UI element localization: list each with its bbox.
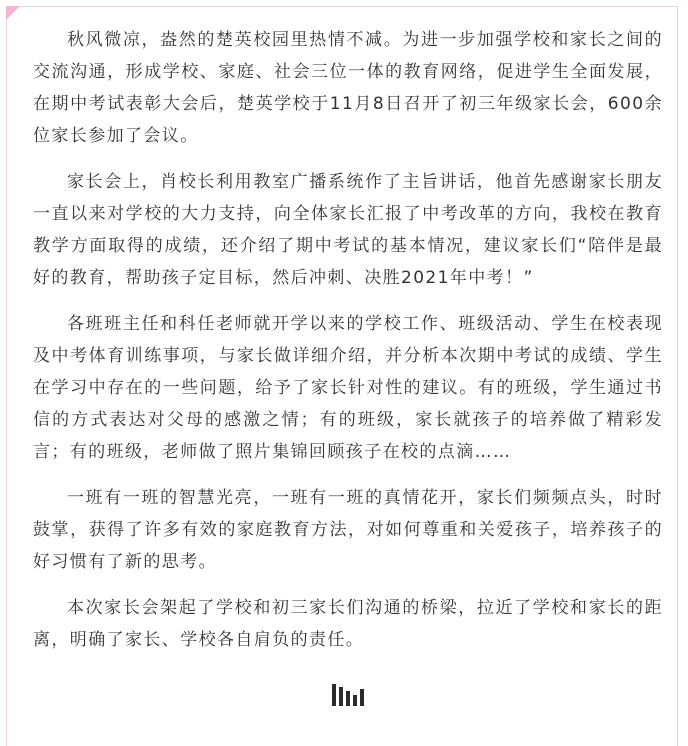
article-paragraph: 秋风微凉，盎然的楚英校园里热情不减。为进一步加强学校和家长之间的交流沟通，形成学校、家庭、社会三位一体的教育网络，促进学生全面发展，在期中考试表彰大会后，楚英学校于11月8日召开了初三年级家长会，600余位家长参加了会议。 xyxy=(33,30,663,146)
article-body xyxy=(33,24,663,670)
bar-cluster-icon xyxy=(332,684,366,706)
article-paragraph: 一班有一班的智慧光亮，一班有一班的真情花开，家长们频频点头，时时鼓掌，获得了许多有效的家庭教育方法，对如何尊重和关爱孩子，培养孩子的好习惯有了新的思考。 xyxy=(33,488,663,572)
article-paragraph: 各班班主任和科任老师就开学以来的学校工作、班级活动、学生在校表现及中考体育训练事项，与家长做详细介绍，并分析本次期中考试的成绩、学生在学习中存在的一些问题，给予了家长针对性的建议。有的班级，学生通过书信的方式表达对父母的感激之情；有的班级，家长就孩子的培养做了精彩发言；有的班级，老师做了照片集锦回顾孩子在校的点滴…… xyxy=(33,314,663,462)
article-paragraph: 家长会上，肖校长利用教室广播系统作了主旨讲话，他首先感谢家长朋友一直以来对学校的大力支持，向全体家长汇报了中考改革的方向，我校在教育教学方面取得的成绩，还介绍了期中考试的基本情况，建议家长们“陪伴是最好的教育，帮助孩子定目标，然后冲刺、决胜2021年中考！” xyxy=(33,172,663,288)
article-paragraph: 本次家长会架起了学校和初三家长们沟通的桥梁，拉近了学校和家长的距离，明确了家长、学校各自肩负的责任。 xyxy=(33,598,663,650)
corner-triangle-icon xyxy=(6,6,20,20)
